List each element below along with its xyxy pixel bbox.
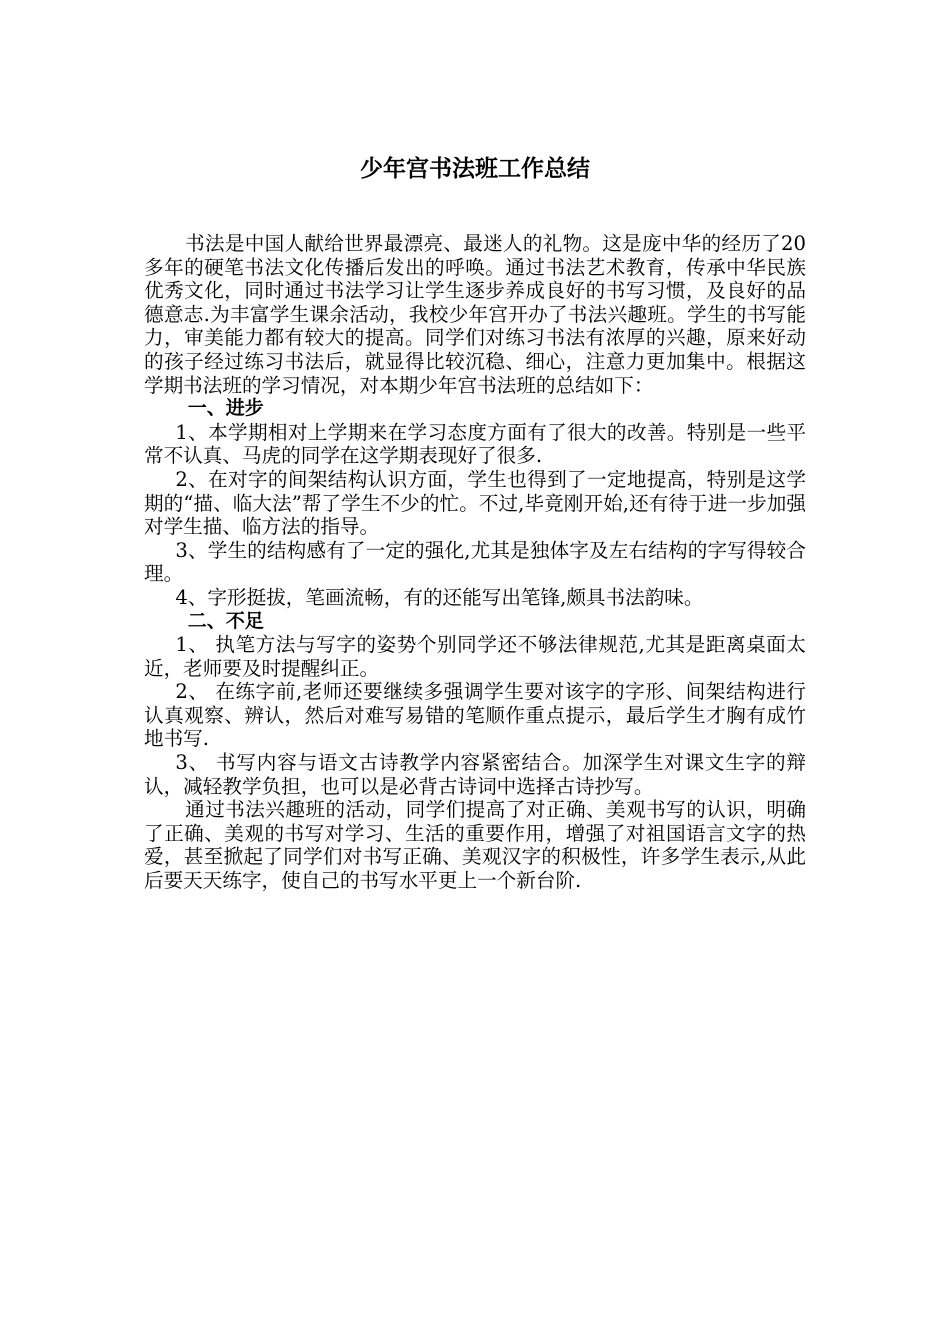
document-title: 少年宫书法班工作总结 [360, 156, 590, 182]
shortcoming-item-2: 2、 在练字前,老师还要继续多强调学生要对该字的字形、间架结构进行认真观察、辨认，然后对难写易错的笔顺作重点提示，最后学生才胸有成竹地书写. [144, 680, 806, 751]
section-heading-shortcomings: 二、不足 [187, 609, 264, 632]
section-heading-progress: 一、进步 [187, 397, 264, 420]
progress-item-2: 2、在对字的间架结构认识方面，学生也得到了一定地提高，特别是这学期的“描、临大法”帮了学生不少的忙。不过,毕竟刚开始,还有待于进一步加强对学生描、临方法的指导。 [144, 467, 806, 539]
progress-item-3: 3、学生的结构感有了一定的强化,尤其是独体字及左右结构的字写得较合理。 [144, 538, 806, 586]
shortcoming-item-3: 3、 书写内容与语文古诗教学内容紧密结合。加深学生对课文生字的辩认，减轻教学负担，也可以是必背古诗词中选择古诗抄写。 [144, 751, 806, 798]
progress-item-4: 4、字形挺拔，笔画流畅，有的还能写出笔锋,颇具书法韵味。 [175, 585, 704, 609]
shortcoming-item-1: 1、 执笔方法与写字的姿势个别同学还不够法律规范,尤其是距离桌面太近，老师要及时提醒纠正。 [144, 633, 806, 680]
intro-paragraph: 书法是中国人献给世界最漂亮、最迷人的礼物。这是庞中华的经历了20多年的硬笔书法文化传播后发出的呼唤。通过书法艺术教育，传承中华民族优秀文化，同时通过书法学习让学生逐步养成良好的书写习惯，及良好的品德意志.为丰富学生课余活动，我校少年宫开办了书法兴趣班。学生的书写能力，审美能力都有较大的提高。同学们对练习书法有浓厚的兴趣，原来好动的孩子经过练习书法后，就显得比较沉稳、细心，注意力更加集中。根据这学期书法班的学习情况，对本期少年宫书法班的总结如下： [144, 232, 806, 397]
conclusion-paragraph: 通过书法兴趣班的活动，同学们提高了对正确、美观书写的认识，明确了正确、美观的书写对学习、生活的重要作用，增强了对祖国语言文字的热爱，甚至掀起了同学们对书写正确、美观汉字的积极性，许多学生表示,从此后要天天练字，使自己的书写水平更上一个新台阶. [144, 798, 806, 893]
progress-item-1: 1、本学期相对上学期来在学习态度方面有了很大的改善。特别是一些平常不认真、马虎的同学在这学期表现好了很多. [144, 420, 806, 468]
document-body [144, 232, 806, 893]
